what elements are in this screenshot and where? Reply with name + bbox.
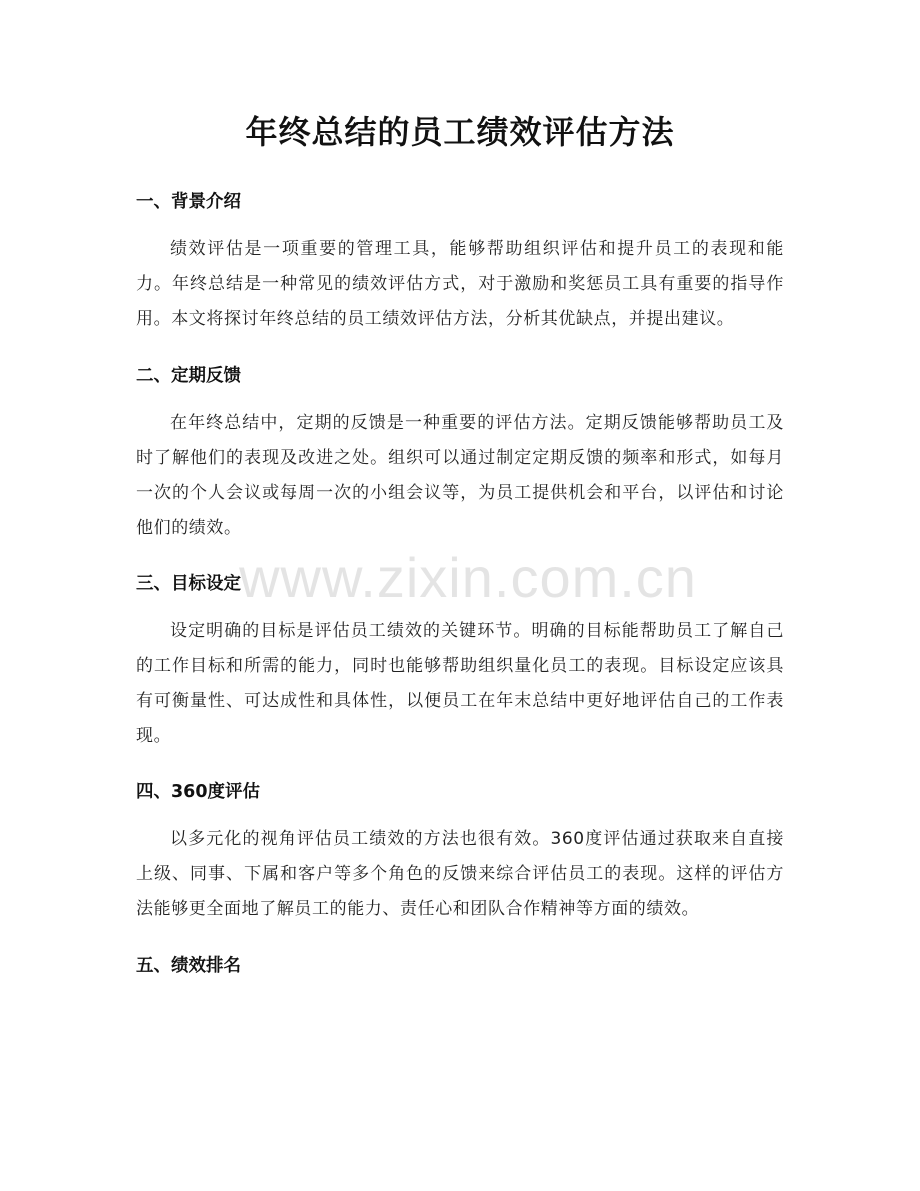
- document-title: 年终总结的员工绩效评估方法: [245, 113, 675, 151]
- section-body-goal-setting: 设定明确的目标是评估员工绩效的关键环节。明确的目标能帮助员工了解自己的工作目标和所需的能力，同时也能够帮助组织量化员工的表现。目标设定应该具有可衡量性、可达成性和具体性，以便员工在年末总结中更好地评估自己的工作表现。: [136, 621, 784, 746]
- section-body-background: 绩效评估是一项重要的管理工具，能够帮助组织评估和提升员工的表现和能力。年终总结是一种常见的绩效评估方式，对于激励和奖惩员工具有重要的指导作用。本文将探讨年终总结的员工绩效评估方法，分析其优缺点，并提出建议。: [136, 239, 784, 329]
- section-body-360-review: 以多元化的视角评估员工绩效的方法也很有效。360度评估通过获取来自直接上级、同事、下属和客户等多个角色的反馈来综合评估员工的表现。这样的评估方法能够更全面地了解员工的能力、责任心和团队合作精神等方面的绩效。: [136, 829, 784, 919]
- watermark: www.zixin.com.cn: [239, 546, 697, 609]
- section-heading-regular-feedback: 二、定期反馈: [136, 366, 241, 386]
- section-heading-goal-setting: 三、目标设定: [136, 574, 241, 594]
- section-heading-360-review: 四、360度评估: [136, 782, 261, 802]
- section-heading-performance-ranking: 五、绩效排名: [136, 956, 241, 976]
- section-heading-background: 一、背景介绍: [136, 192, 241, 212]
- section-body-regular-feedback: 在年终总结中，定期的反馈是一种重要的评估方法。定期反馈能够帮助员工及时了解他们的表现及改进之处。组织可以通过制定定期反馈的频率和形式，如每月一次的个人会议或每周一次的小组会议等，为员工提供机会和平台，以评估和讨论他们的绩效。: [136, 413, 784, 538]
